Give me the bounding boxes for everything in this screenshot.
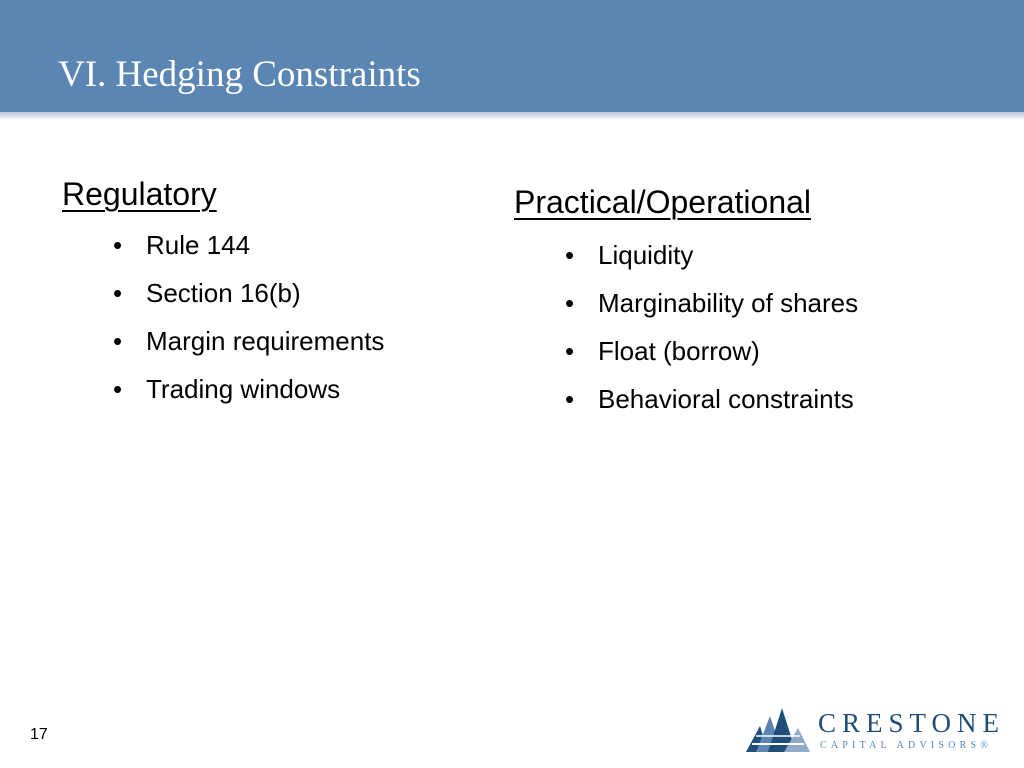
title-divider [0,112,1024,120]
bullet-icon: • [113,278,123,308]
bullet-icon: • [565,288,575,318]
bullet-icon: • [565,240,575,270]
logo-name: CRESTONE [818,708,1006,738]
list-item: • Margin requirements [113,326,385,356]
bullet-icon: • [113,374,123,404]
list-item: • Rule 144 [113,230,251,260]
list-item: • Section 16(b) [113,278,301,308]
regulatory-list [113,230,385,404]
bullet-icon: • [565,384,575,414]
practical-operational-heading: Practical/Operational [514,184,812,220]
list-item: • Liquidity [565,240,694,270]
list-item: • Float (borrow) [565,336,760,366]
logo-tagline: CAPITAL ADVISORS® [820,740,993,751]
bullet-icon: • [113,326,123,356]
page-number: 17 [30,726,48,743]
list-item: • Marginability of shares [565,288,859,318]
mountain-logo-icon [746,708,810,752]
list-item: • Trading windows [113,374,341,404]
slide-title: VI. Hedging Constraints [58,54,421,95]
bullet-icon: • [113,230,123,260]
crestone-logo [746,704,1006,754]
regulatory-heading: Regulatory [62,176,217,212]
bullet-icon: • [565,336,575,366]
list-item: • Behavioral constraints [565,384,854,414]
practical-operational-list [565,240,859,414]
